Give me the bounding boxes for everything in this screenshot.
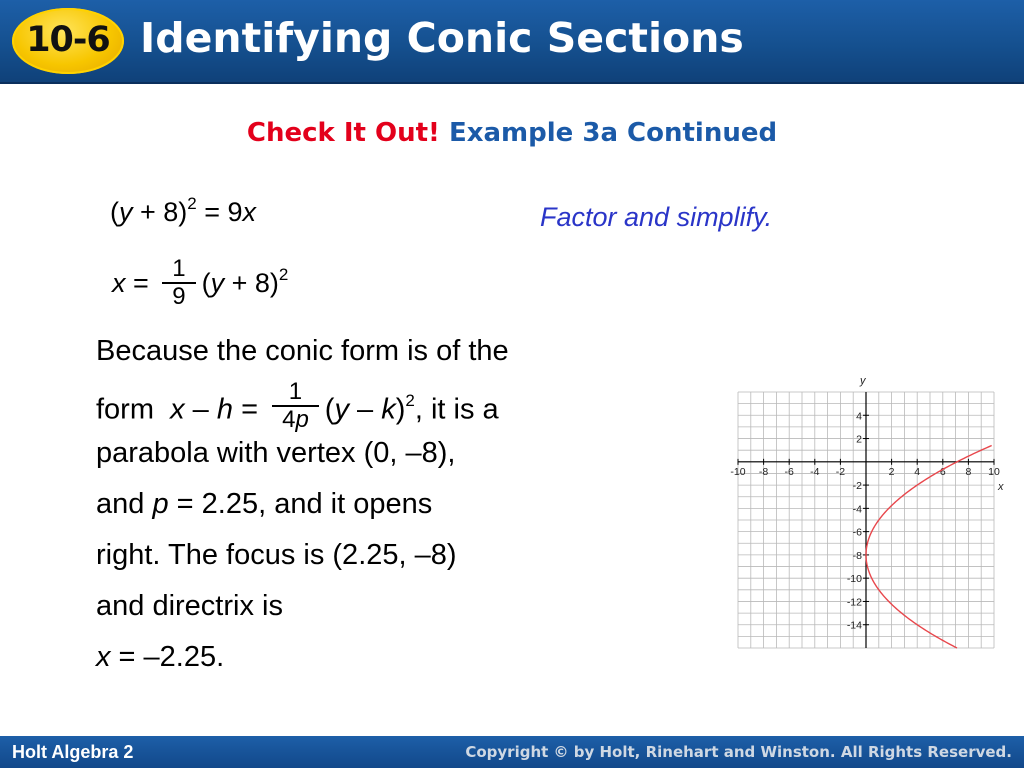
- tick-labels: [730, 410, 1000, 631]
- x-tick-label: -4: [810, 465, 820, 478]
- header-bar: [0, 0, 1024, 84]
- footer-bar: [0, 736, 1024, 768]
- example-label: Example 3a Continued: [448, 118, 778, 148]
- parabola-graph: [720, 370, 1020, 660]
- parabola-curve: [866, 446, 992, 648]
- x-axis-label: x: [998, 480, 1004, 493]
- x-tick-label: 6: [939, 465, 946, 478]
- copyright-notice: Copyright © by Holt, Rinehart and Winston. All Rights Reserved.: [465, 743, 1012, 761]
- explanation-line-4: and p = 2.25, and it opens: [96, 488, 433, 520]
- x-tick-label: -10: [730, 465, 746, 478]
- explanation-text: [96, 326, 696, 683]
- example-subtitle: [0, 118, 1024, 148]
- y-tick-label: -4: [852, 503, 862, 516]
- x-tick-label: 2: [888, 465, 895, 478]
- explanation-line-1: Because the conic form is of the: [96, 335, 509, 367]
- y-tick-label: -2: [852, 480, 862, 493]
- equation-simplified: x = $\frac{1}{9}$ $(y + 8)^2$: [112, 255, 289, 310]
- explanation-line-6: and directrix is: [96, 590, 283, 622]
- x-tick-label: -8: [758, 465, 769, 478]
- fraction-one-over-4p: $\frac{1}{4p}$: [272, 379, 319, 433]
- factor-note: Factor and simplify.: [540, 202, 773, 232]
- book-title: Holt Algebra 2: [12, 742, 134, 762]
- y-axis-label: y: [860, 375, 866, 387]
- y-tick-label: -10: [846, 573, 862, 586]
- page-title: Identifying Conic Sections: [140, 14, 744, 62]
- x-tick-label: 4: [914, 465, 921, 478]
- y-tick-label: -8: [852, 549, 862, 562]
- explanation-line-2: form x – h = $\frac{1}{4p}$ (y – k)$^2$, it is a: [96, 378, 499, 433]
- x-tick-label: 10: [988, 465, 1000, 478]
- x-tick-label: 8: [965, 465, 972, 478]
- explanation-line-3: parabola with vertex (0, –8),: [96, 437, 456, 469]
- y-tick-label: -6: [852, 526, 862, 539]
- fraction-one-ninth: $\frac{1}{9}$: [162, 256, 195, 310]
- x-tick-label: -2: [835, 465, 846, 478]
- y-tick-label: -12: [846, 596, 862, 609]
- y-tick-label: 2: [856, 433, 862, 446]
- lesson-number: 10-6: [26, 20, 110, 60]
- check-it-out-label: Check It Out!: [246, 118, 440, 148]
- explanation-line-7: x = –2.25.: [96, 641, 225, 673]
- explanation-line-5: right. The focus is (2.25, –8): [96, 539, 457, 571]
- equation-original: $(y + 8)^2 = 9x$: [110, 194, 257, 227]
- y-tick-label: 4: [856, 410, 862, 423]
- x-tick-label: -6: [784, 465, 794, 478]
- y-tick-label: -14: [846, 619, 862, 632]
- lesson-badge: [12, 8, 124, 74]
